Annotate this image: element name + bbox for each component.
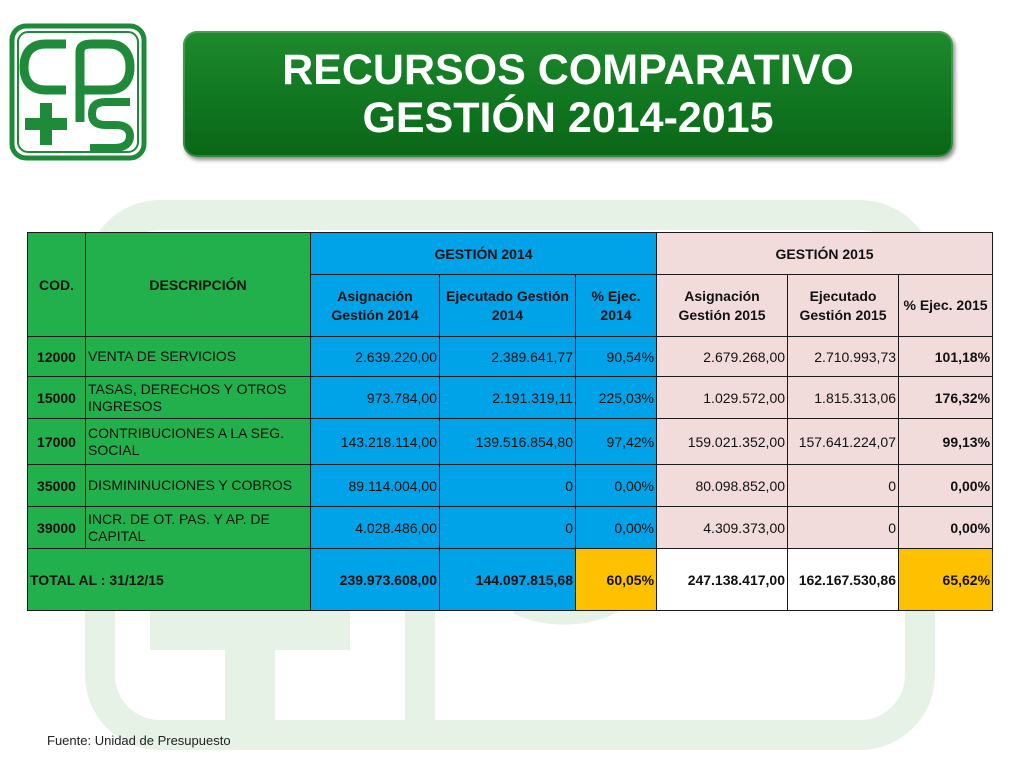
row-pct-2014: 0,00%	[576, 465, 657, 507]
row-asignacion-2015: 159.021.352,00	[657, 419, 788, 465]
row-ejecutado-2014: 0	[440, 465, 576, 507]
row-pct-2015: 101,18%	[899, 337, 993, 377]
title-line-2: GESTIÓN 2014-2015	[362, 94, 774, 142]
total-ejecutado-2015: 162.167.530,86	[788, 549, 899, 611]
total-asignacion-2014: 239.973.608,00	[311, 549, 440, 611]
header-gestion-2014: GESTIÓN 2014	[311, 233, 657, 275]
total-pct-2014: 60,05%	[576, 549, 657, 611]
header-pct-2015: % Ejec. 2015	[899, 275, 993, 337]
row-ejecutado-2014: 139.516.854,80	[440, 419, 576, 465]
row-pct-2014: 97,42%	[576, 419, 657, 465]
row-pct-2015: 0,00%	[899, 465, 993, 507]
table-row	[28, 377, 993, 419]
row-asignacion-2014: 973.784,00	[311, 377, 440, 419]
header-descripcion: DESCRIPCIÓN	[86, 233, 311, 337]
row-pct-2014: 225,03%	[576, 377, 657, 419]
total-row	[28, 549, 993, 611]
row-description: DISMININUCIONES Y COBROS	[86, 465, 311, 507]
header-pct-2014: % Ejec. 2014	[576, 275, 657, 337]
row-pct-2015: 176,32%	[899, 377, 993, 419]
row-ejecutado-2015: 2.710.993,73	[788, 337, 899, 377]
header-asignacion-2014: Asignación Gestión 2014	[311, 275, 440, 337]
row-ejecutado-2015: 0	[788, 465, 899, 507]
header-asignacion-2015: Asignación Gestión 2015	[657, 275, 788, 337]
header-ejecutado-2015: Ejecutado Gestión 2015	[788, 275, 899, 337]
title-banner	[183, 31, 953, 157]
row-asignacion-2015: 4.309.373,00	[657, 507, 788, 549]
row-pct-2014: 90,54%	[576, 337, 657, 377]
row-ejecutado-2014: 2.191.319,11	[440, 377, 576, 419]
row-ejecutado-2014: 0	[440, 507, 576, 549]
row-code: 12000	[28, 337, 86, 377]
row-code: 39000	[28, 507, 86, 549]
table-row	[28, 337, 993, 377]
row-asignacion-2015: 1.029.572,00	[657, 377, 788, 419]
header-gestion-2015: GESTIÓN 2015	[657, 233, 993, 275]
row-code: 15000	[28, 377, 86, 419]
table-row	[28, 465, 993, 507]
row-description: VENTA DE SERVICIOS	[86, 337, 311, 377]
header-ejecutado-2014: Ejecutado Gestión 2014	[440, 275, 576, 337]
total-asignacion-2015: 247.138.417,00	[657, 549, 788, 611]
row-asignacion-2014: 2.639.220,00	[311, 337, 440, 377]
row-pct-2014: 0,00%	[576, 507, 657, 549]
row-asignacion-2014: 89.114.004,00	[311, 465, 440, 507]
row-pct-2015: 99,13%	[899, 419, 993, 465]
row-code: 35000	[28, 465, 86, 507]
source-footnote: Fuente: Unidad de Presupuesto	[47, 733, 231, 748]
row-code: 17000	[28, 419, 86, 465]
row-ejecutado-2015: 0	[788, 507, 899, 549]
row-ejecutado-2014: 2.389.641,77	[440, 337, 576, 377]
row-ejecutado-2015: 1.815.313,06	[788, 377, 899, 419]
table-row	[28, 507, 993, 549]
header-cod: COD.	[28, 233, 86, 337]
row-asignacion-2014: 143.218.114,00	[311, 419, 440, 465]
table-row	[28, 419, 993, 465]
row-asignacion-2015: 80.098.852,00	[657, 465, 788, 507]
row-description: TASAS, DERECHOS Y OTROS INGRESOS	[86, 377, 311, 419]
budget-table	[27, 232, 993, 611]
row-description: INCR. DE OT. PAS. Y AP. DE CAPITAL	[86, 507, 311, 549]
row-asignacion-2015: 2.679.268,00	[657, 337, 788, 377]
total-pct-2015: 65,62%	[899, 549, 993, 611]
row-ejecutado-2015: 157.641.224,07	[788, 419, 899, 465]
row-asignacion-2014: 4.028.486,00	[311, 507, 440, 549]
title-line-1: RECURSOS COMPARATIVO	[282, 46, 854, 94]
row-pct-2015: 0,00%	[899, 507, 993, 549]
cps-logo	[8, 22, 148, 162]
total-label: TOTAL AL : 31/12/15	[28, 549, 311, 611]
total-ejecutado-2014: 144.097.815,68	[440, 549, 576, 611]
row-description: CONTRIBUCIONES A LA SEG. SOCIAL	[86, 419, 311, 465]
